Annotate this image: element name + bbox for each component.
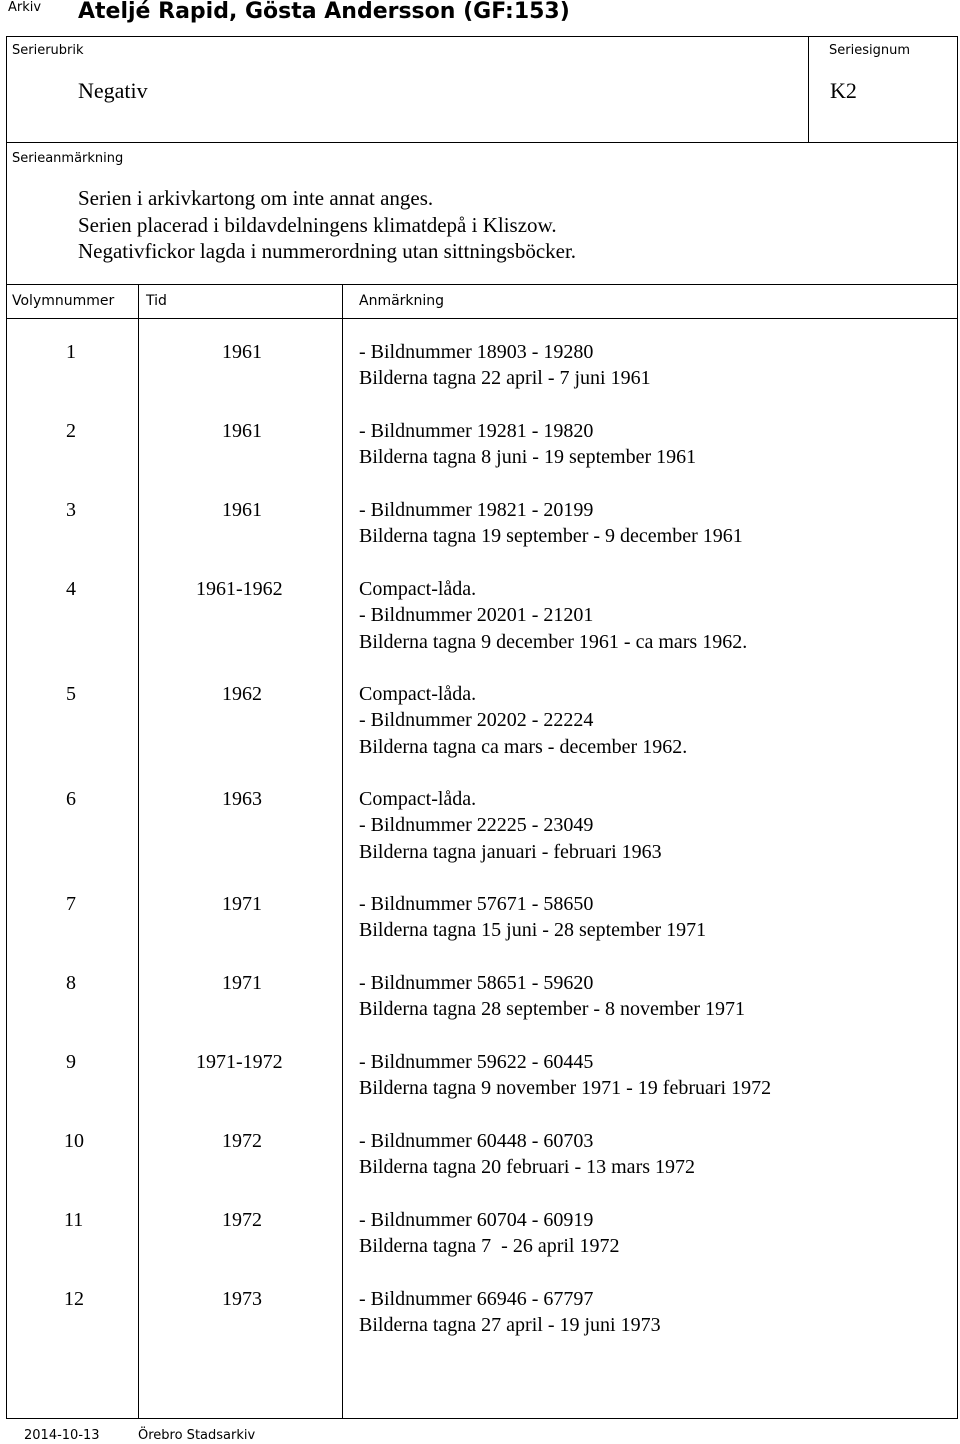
row-note-line: - Bildnummer 19281 - 19820 [359,420,594,442]
table-header-top-line [6,284,958,285]
row-volume-number: 3 [66,499,76,521]
row-time: 1961 [222,499,262,521]
table-row [0,681,960,767]
row-note-line: Compact-låda. [359,578,477,600]
row-note-line: - Bildnummer 60448 - 60703 [359,1130,594,1152]
seriesignum-label: Seriesignum [829,43,910,58]
row-notes [359,576,747,655]
table-row [0,970,960,1030]
row-time: 1973 [222,1288,262,1310]
row-volume-number: 5 [66,683,76,705]
row-volume-number: 4 [66,578,76,600]
serieanmarkning-label: Serieanmärkning [12,151,124,166]
frame-bottom-line [6,1418,958,1419]
serie-divider-horizontal [6,142,958,143]
table-row [0,418,960,478]
table-row [0,786,960,872]
row-time: 1971 [222,893,262,915]
row-note-line: Bilderna tagna 9 december 1961 - ca mars 1962. [359,630,748,653]
frame-top-line [6,36,958,37]
column-header-tid: Tid [146,293,167,309]
archive-title: Ateljé Rapid, Gösta Andersson (GF:153) [78,0,570,24]
row-notes [359,1286,661,1339]
serie-notes [78,185,576,265]
row-note-line: Bilderna tagna 8 juni - 19 september 1961 [359,446,697,469]
row-notes [359,418,696,471]
table-row [0,576,960,662]
table-row [0,891,960,951]
row-volume-number: 7 [66,893,76,915]
table-header-bottom-line [6,318,958,319]
seriesignum-value: K2 [830,78,857,103]
arkiv-label: Arkiv [8,0,42,15]
row-note-line: - Bildnummer 18903 - 19280 [359,341,594,363]
row-notes [359,497,743,550]
row-notes [359,1128,695,1181]
row-note-line: - Bildnummer 57671 - 58650 [359,893,594,915]
row-time: 1971 [222,972,262,994]
table-row [0,1286,960,1346]
row-note-line: - Bildnummer 20202 - 22224 [359,709,594,732]
row-time: 1961-1962 [196,578,283,600]
row-volume-number: 6 [66,788,76,810]
row-time: 1971-1972 [196,1051,283,1073]
row-volume-number: 2 [66,420,76,442]
row-notes [359,681,687,760]
serierubrik-value: Negativ [78,78,148,103]
row-note-line: Bilderna tagna januari - februari 1963 [359,840,662,863]
row-volume-number: 8 [66,972,76,994]
serie-note-line: Negativfickor lagda i nummerordning utan sittningsböcker. [78,239,577,263]
footer-organization: Örebro Stadsarkiv [138,1428,256,1443]
table-row [0,1128,960,1188]
row-time: 1961 [222,341,262,363]
row-time: 1961 [222,420,262,442]
row-note-line: - Bildnummer 19821 - 20199 [359,499,594,521]
table-row [0,1049,960,1109]
row-notes [359,891,706,944]
row-volume-number: 12 [64,1288,84,1310]
row-note-line: - Bildnummer 59622 - 60445 [359,1051,594,1073]
row-note-line: Bilderna tagna 7 - 26 april 1972 [359,1235,620,1258]
table-row [0,339,960,399]
row-note-line: Compact-låda. [359,788,477,810]
row-notes [359,1049,771,1102]
row-note-line: Bilderna tagna 15 juni - 28 september 1971 [359,919,707,942]
row-note-line: Bilderna tagna ca mars - december 1962. [359,735,688,758]
row-notes [359,339,651,392]
row-note-line: Bilderna tagna 9 november 1971 - 19 februari 1972 [359,1077,772,1100]
table-row [0,497,960,557]
serie-divider-vertical [808,36,809,142]
row-note-line: Compact-låda. [359,683,477,705]
row-notes [359,970,745,1023]
row-volume-number: 9 [66,1051,76,1073]
row-time: 1962 [222,683,262,705]
serie-note-line: Serien i arkivkartong om inte annat anges. [78,186,434,210]
table-row [0,1207,960,1267]
serie-note-line: Serien placerad i bildavdelningens klimatdepå i Kliszow. [78,212,557,237]
row-notes [359,1207,620,1260]
column-header-anmarkning: Anmärkning [359,293,445,309]
row-note-line: - Bildnummer 22225 - 23049 [359,814,594,837]
row-note-line: - Bildnummer 20201 - 21201 [359,604,594,627]
row-notes [359,786,662,865]
row-note-line: - Bildnummer 58651 - 59620 [359,972,594,994]
row-volume-number: 10 [64,1130,84,1152]
row-note-line: Bilderna tagna 27 april - 19 juni 1973 [359,1314,661,1337]
row-note-line: - Bildnummer 66946 - 67797 [359,1288,594,1310]
row-time: 1972 [222,1130,262,1152]
footer-date: 2014-10-13 [24,1428,100,1443]
row-time: 1963 [222,788,262,810]
row-volume-number: 1 [66,341,76,363]
row-note-line: Bilderna tagna 28 september - 8 november 1971 [359,998,745,1021]
row-volume-number: 11 [64,1209,84,1231]
column-header-volymnummer: Volymnummer [12,293,115,309]
row-note-line: - Bildnummer 60704 - 60919 [359,1209,594,1231]
row-time: 1972 [222,1209,262,1231]
row-note-line: Bilderna tagna 19 september - 9 december 1961 [359,525,743,548]
serierubrik-label: Serierubrik [12,43,84,58]
row-note-line: Bilderna tagna 20 februari - 13 mars 1972 [359,1156,696,1179]
row-note-line: Bilderna tagna 22 april - 7 juni 1961 [359,367,651,390]
